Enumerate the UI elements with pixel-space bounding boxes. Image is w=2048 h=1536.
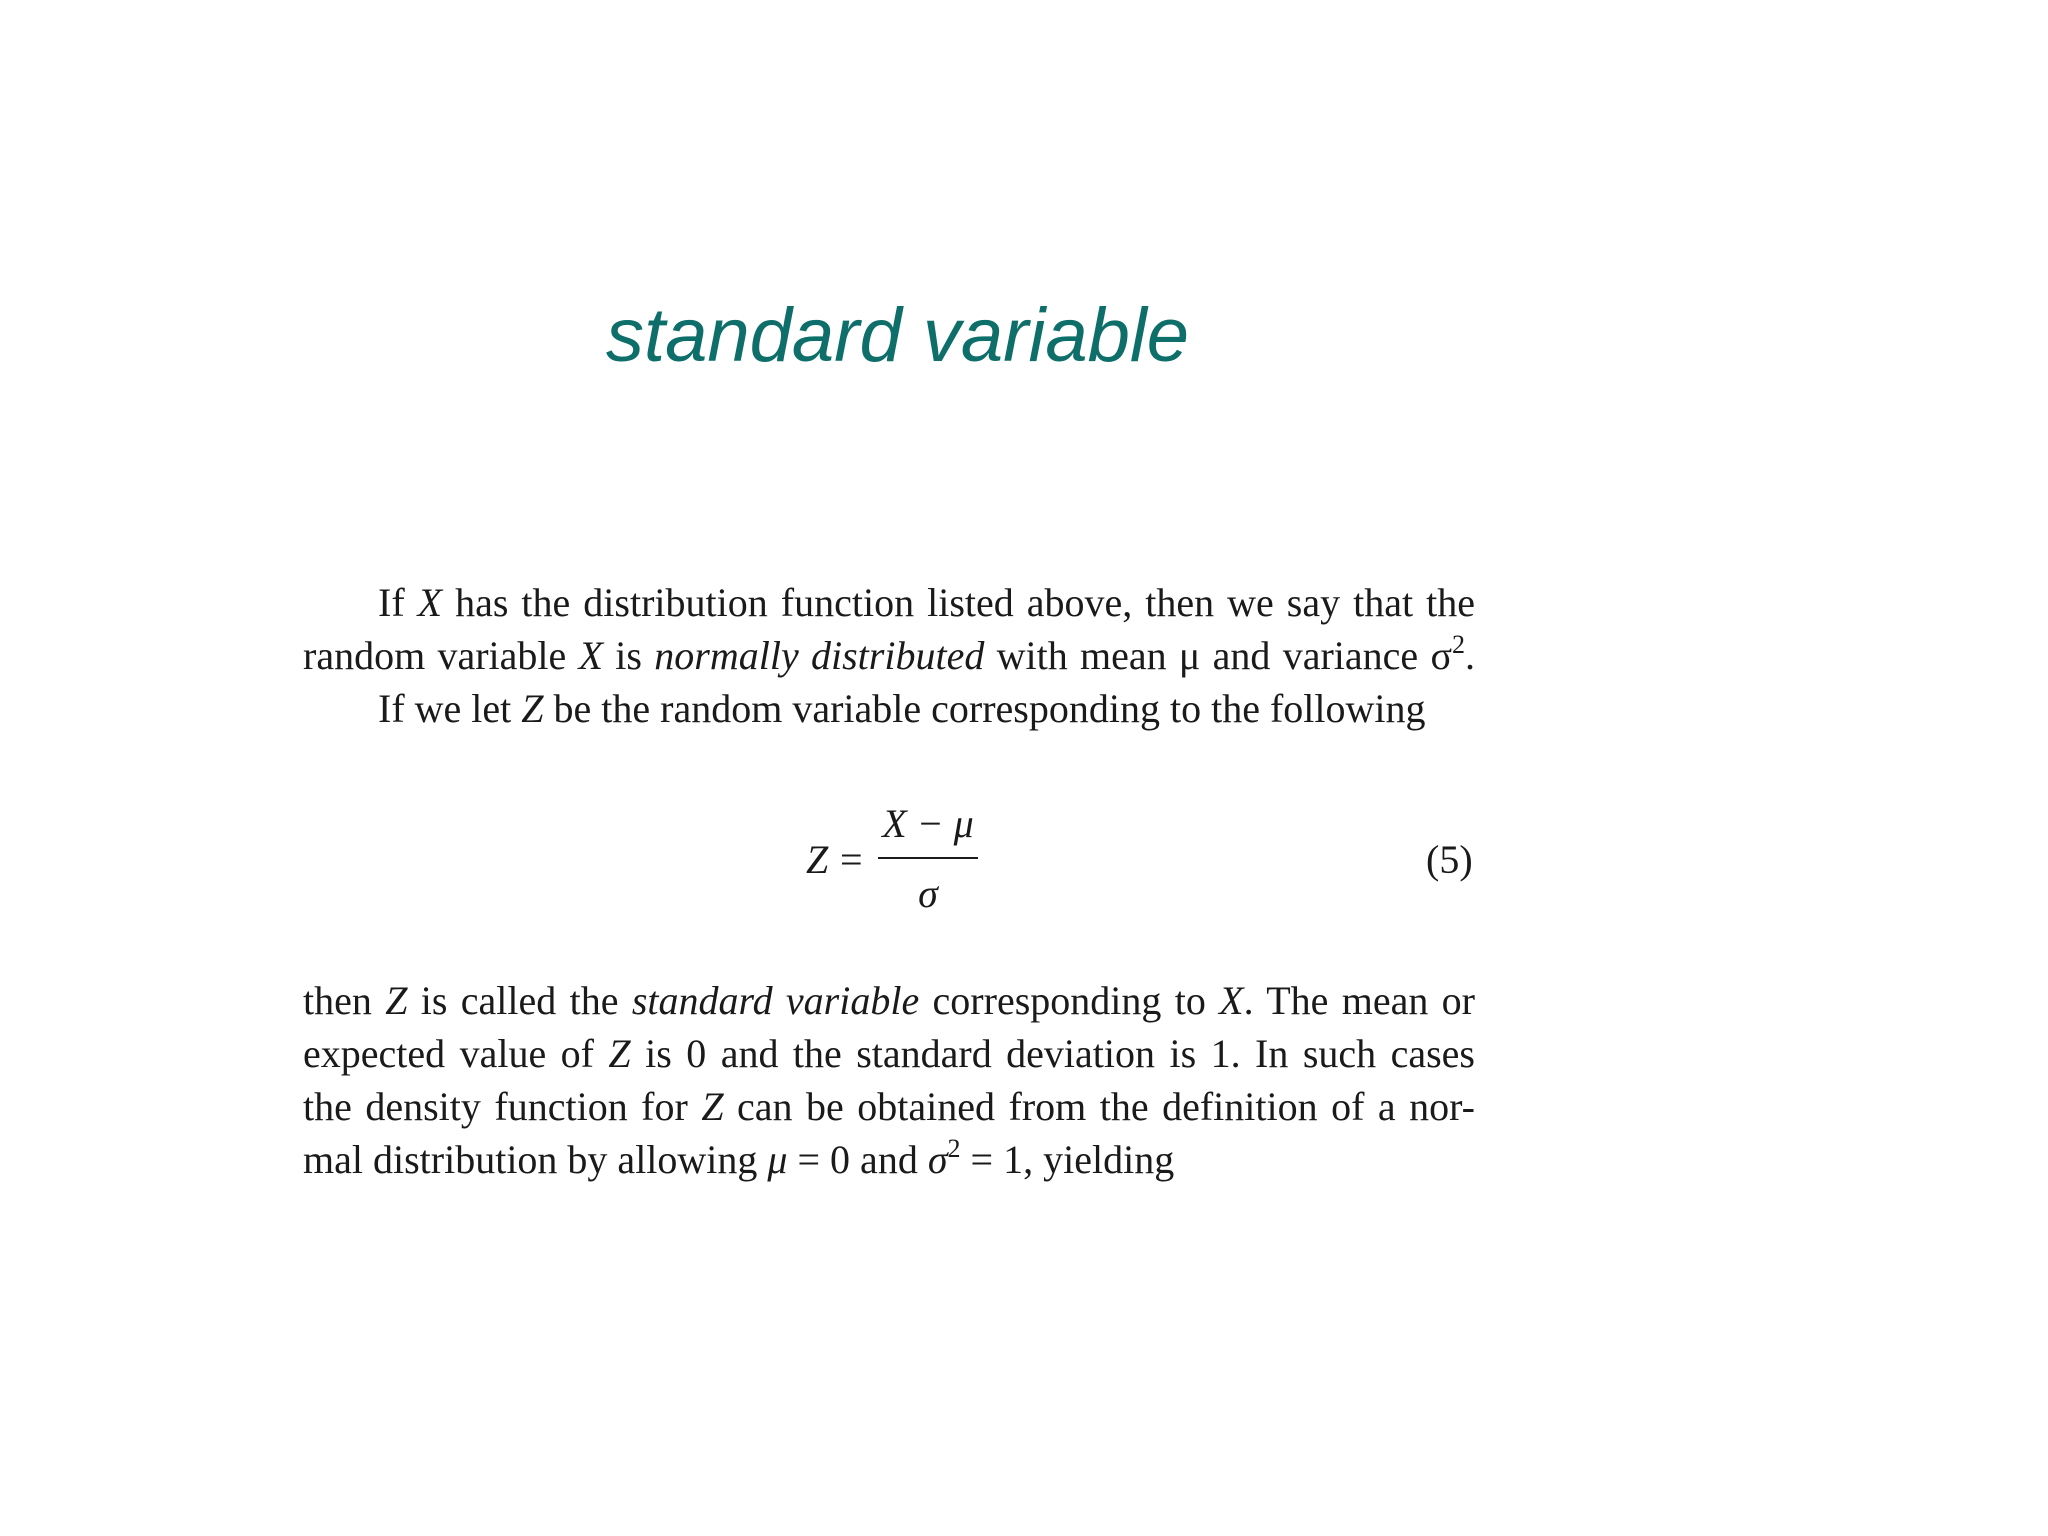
math-variable: Z (608, 1031, 631, 1076)
text-run: If we let (378, 686, 522, 731)
paragraph-line (303, 974, 1475, 1027)
paragraph-line (303, 1027, 1475, 1080)
math-variable: Z (521, 686, 544, 731)
math-variable: X (1219, 978, 1244, 1023)
text-run: . The mean or (1243, 978, 1475, 1023)
math-variable: σ (927, 1137, 948, 1182)
text-run: can be obtained from the definition of a nor- (723, 1084, 1476, 1129)
paragraph-line (303, 576, 1475, 629)
fraction-denominator: σ (918, 871, 938, 916)
math-variable: Z (701, 1084, 724, 1129)
text-run: expected value of (303, 1031, 609, 1076)
equation-5 (0, 800, 2048, 920)
math-variable: μ (767, 1137, 788, 1182)
text-run: = 0 and (787, 1137, 928, 1182)
text-run: is (603, 633, 655, 678)
paragraph-line (303, 1080, 1475, 1133)
paragraph-standard-variable (303, 974, 1475, 1186)
text-run: = 1, yielding (960, 1137, 1175, 1182)
superscript: 2 (1452, 629, 1466, 659)
equation-number: (5) (1426, 837, 1473, 882)
text-run: the density function for (303, 1084, 702, 1129)
paragraph-line (303, 682, 1475, 735)
text-run: is 0 and the standard deviation is 1. In such cases (630, 1031, 1475, 1076)
fraction-bar (878, 857, 978, 859)
text-run: then (303, 978, 386, 1023)
slide-title: standard variable (606, 293, 1190, 378)
fraction-numerator: X − μ (882, 801, 974, 846)
paragraph-intro (303, 576, 1475, 735)
text-run: If (378, 580, 418, 625)
text-run: random variable (303, 633, 579, 678)
fraction (878, 800, 978, 920)
paragraph-line (303, 629, 1475, 682)
text-run: is called the (407, 978, 632, 1023)
emphasis-text: standard variable (631, 978, 920, 1023)
math-variable: X (417, 580, 443, 625)
text-run: be the random variable corresponding to the following (543, 686, 1426, 731)
equation-lhs: Z (806, 837, 829, 882)
text-run: with mean μ and variance σ (984, 633, 1453, 678)
paragraph-line (303, 1133, 1475, 1186)
emphasis-text: normally distributed (654, 633, 985, 678)
math-variable: Z (385, 978, 408, 1023)
text-run: . (1465, 633, 1476, 678)
equals-sign: = (840, 837, 863, 882)
text-run: corresponding to (919, 978, 1220, 1023)
math-variable: X (578, 633, 604, 678)
text-run: mal distribution by allowing (303, 1137, 768, 1182)
superscript: 2 (947, 1133, 961, 1163)
text-run: has the distribution function listed above, then we say that the (442, 580, 1475, 625)
